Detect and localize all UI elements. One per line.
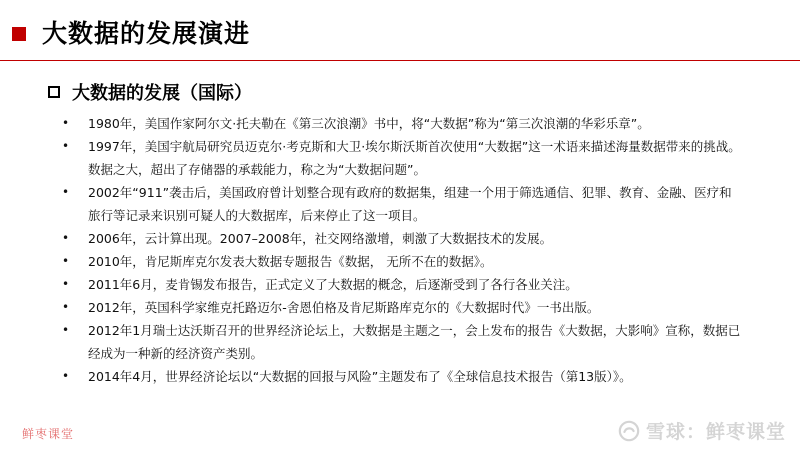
watermark: [618, 417, 786, 444]
page-title: 大数据的发展演进: [42, 19, 251, 48]
title-bar: [0, 0, 800, 62]
bullet-item: • 2011年6月，麦肯锡发布报告，正式定义了大数据的概念，后逐渐受到了各行各业关注。: [62, 273, 742, 296]
section-heading: [48, 78, 252, 106]
bullet-item: • 2012年1月瑞士达沃斯召开的世界经济论坛上，大数据是主题之一，会上发布的报告《大数据，大影响》宣称，数据已经成为一种新的经济资产类别。: [62, 319, 742, 365]
bullet-item: • 2014年4月，世界经济论坛以“大数据的回报与风险”主题发布了《全球信息技术报告（第13版）》。: [62, 365, 742, 388]
brand-logo-text: 鲜枣课堂: [22, 427, 75, 441]
bullet-item: • 1997年，美国宇航局研究员迈克尔·考克斯和大卫·埃尔斯沃斯首次使用“大数据”这一术语来描述海量数据带来的挑战。数据之大，超出了存储器的承载能力，称之为“大数据问题”。: [62, 135, 742, 181]
bullet-item: • 2002年“911”袭击后，美国政府曾计划整合现有政府的数据集，组建一个用于筛选通信、犯罪、教育、金融、医疗和旅行等记录来识别可疑人的大数据库，后来停止了这一项目。: [62, 181, 742, 227]
title-divider: [0, 60, 800, 61]
bullet-item: • 2010年，肯尼斯库克尔发表大数据专题报告《数据， 无所不在的数据》。: [62, 250, 742, 273]
bullet-item: • 2006年，云计算出现。2007–2008年，社交网络激增，刺激了大数据技术的发展。: [62, 227, 742, 250]
bullet-list: [62, 112, 742, 388]
snowball-logo-icon: [618, 420, 640, 442]
watermark-text: 雪球：鲜枣课堂: [645, 421, 786, 443]
bullet-item: • 1980年，美国作家阿尔文·托夫勒在《第三次浪潮》书中，将“大数据”称为“第三次浪潮的华彩乐章”。: [62, 112, 742, 135]
title-marker: [12, 27, 26, 41]
hollow-square-icon: [48, 86, 60, 98]
bullet-item: • 2012年，英国科学家维克托路迈尔-舍恩伯格及肯尼斯路库克尔的《大数据时代》一书出版。: [62, 296, 742, 319]
section-heading-text: 大数据的发展（国际）: [72, 83, 252, 104]
